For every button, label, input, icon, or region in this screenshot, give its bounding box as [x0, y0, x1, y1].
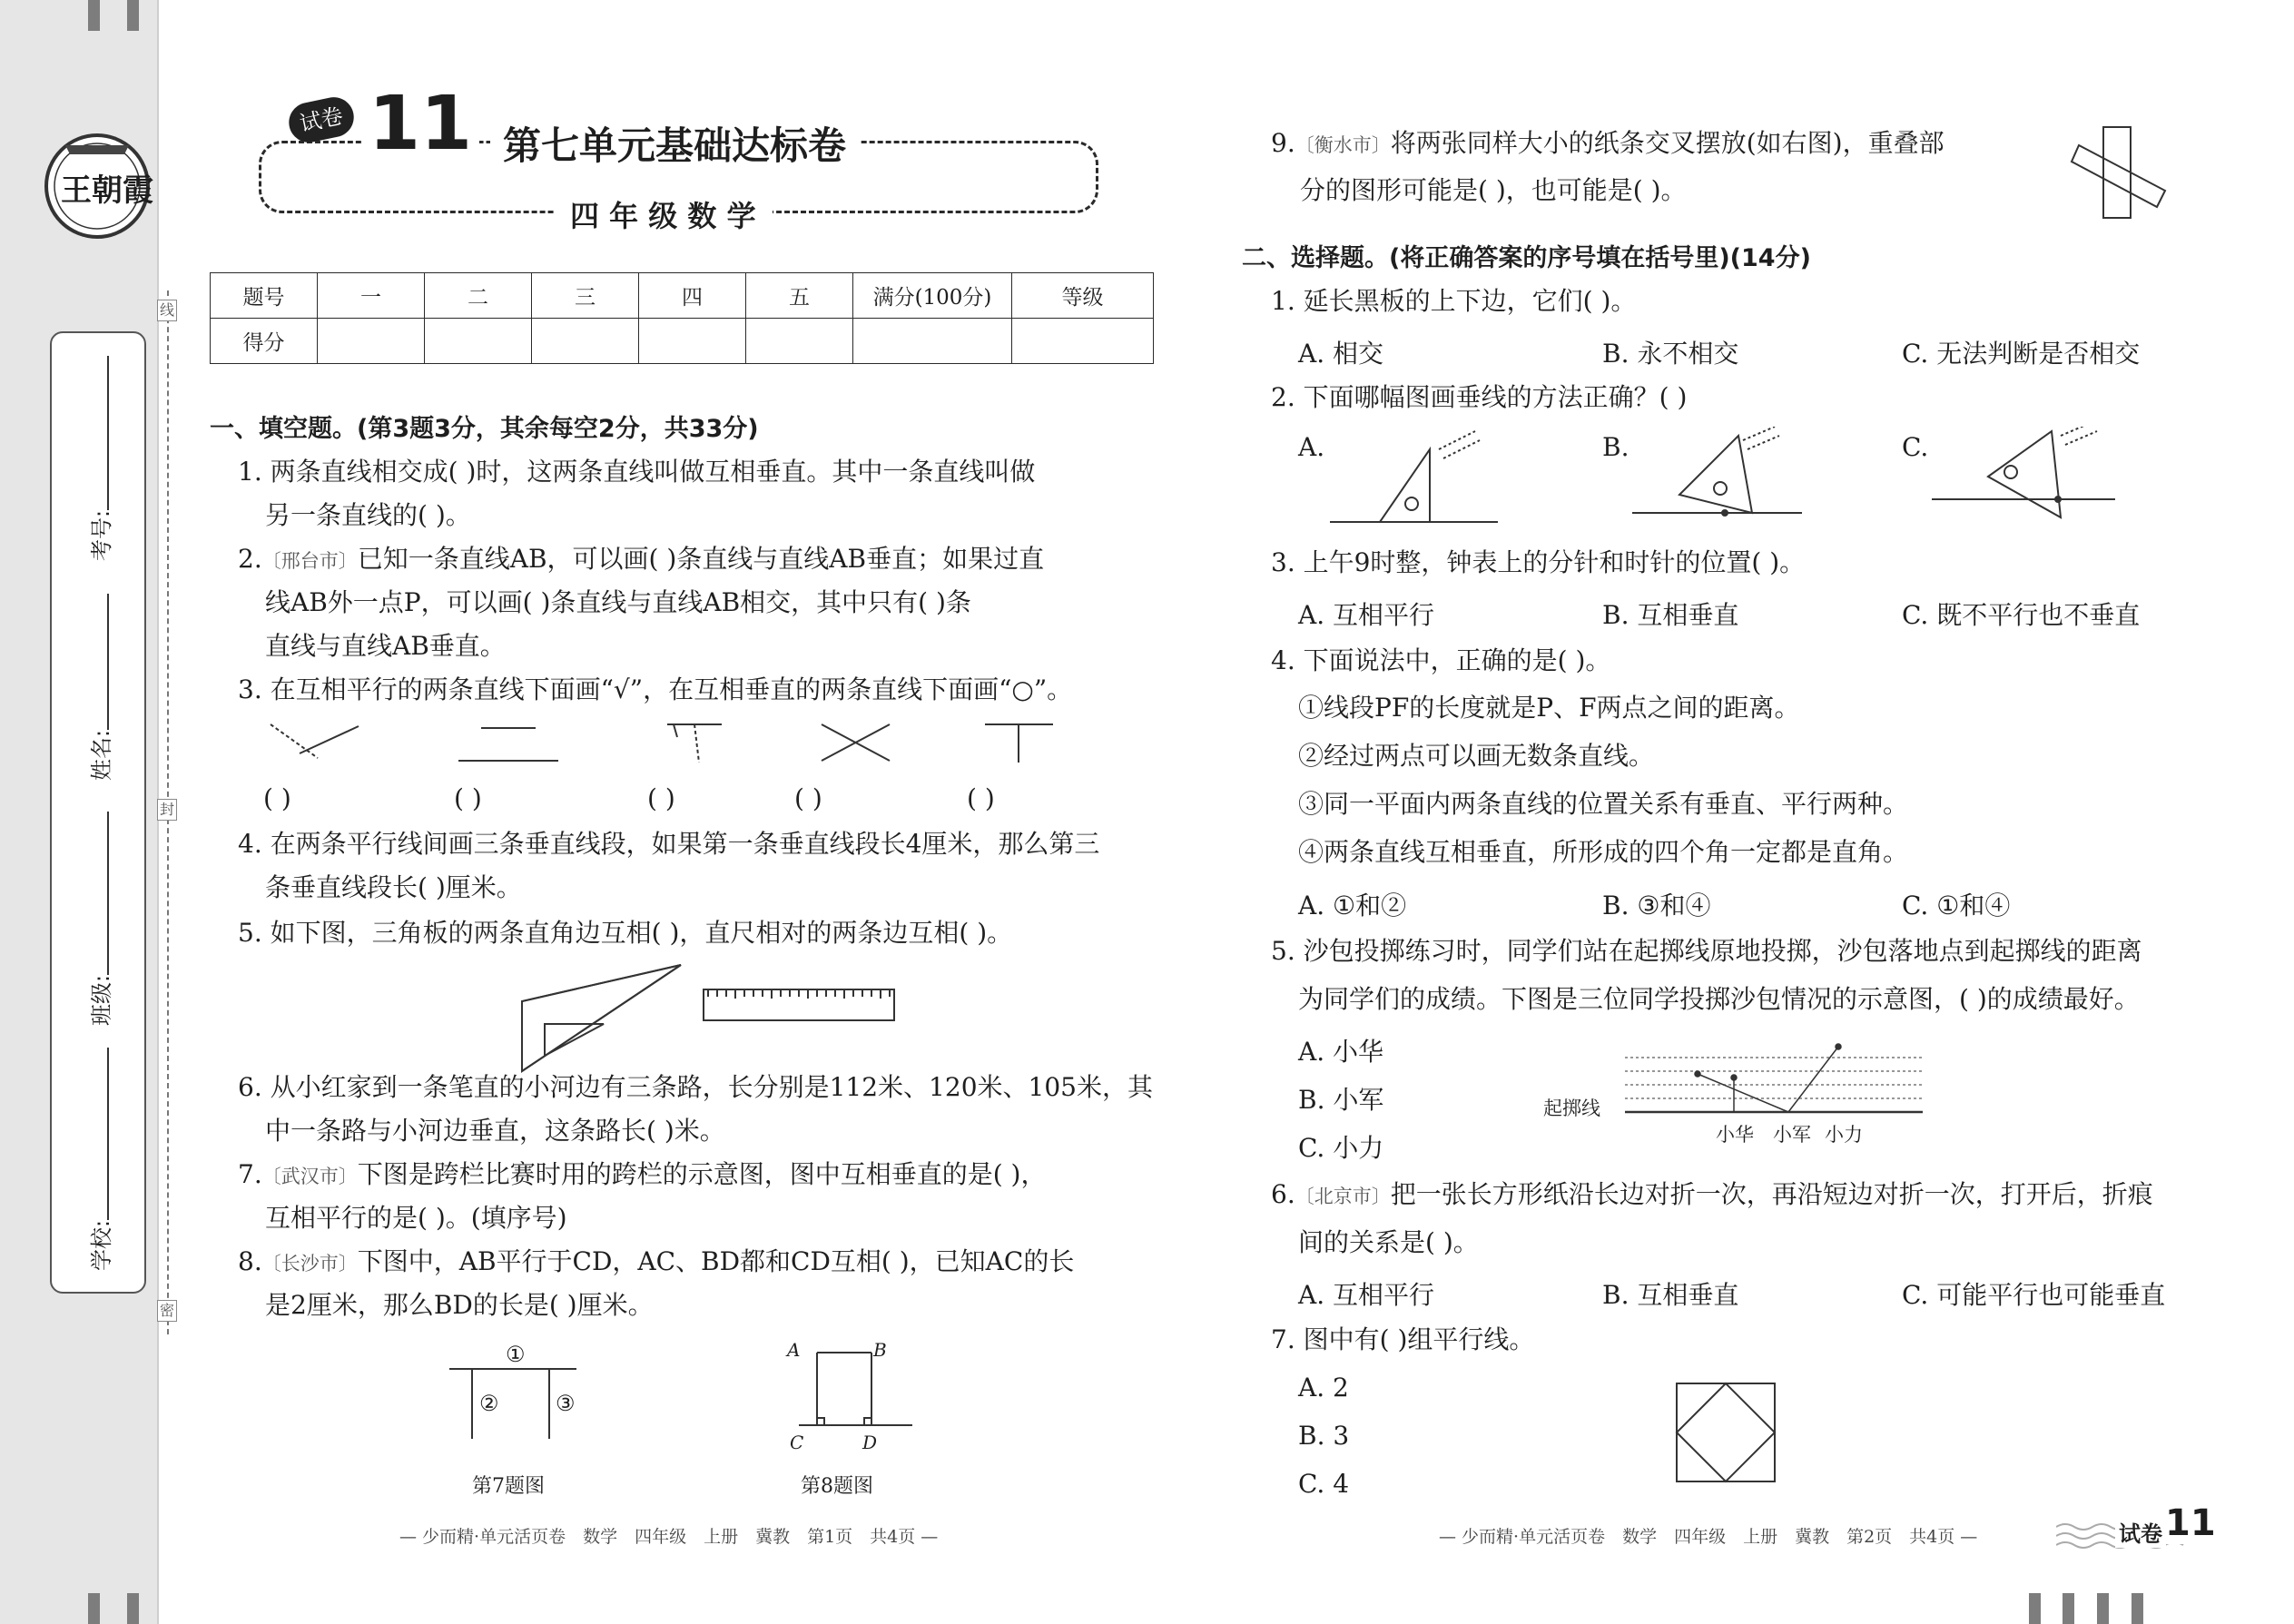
- option[interactable]: B. 互相垂直: [1602, 1280, 1739, 1310]
- question-3: 3. 在互相平行的两条直线下面画“√”，在互相垂直的两条直线下面画“○”。: [238, 674, 1073, 704]
- question-1-line-1: 1. 两条直线相交成( )时，这两条直线叫做互相垂直。其中一条直线叫做: [238, 457, 1036, 487]
- choice-question-6-line-1: 6.〔北京市〕把一张长方形纸沿长边对折一次，再沿短边对折一次，打开后，折痕: [1271, 1179, 2153, 1209]
- option[interactable]: B. 互相垂直: [1602, 600, 1739, 630]
- score-cell: 二: [425, 273, 532, 319]
- option[interactable]: A. 互相平行: [1298, 1280, 1435, 1310]
- logo-text: 王朝霞: [61, 172, 153, 209]
- question-2-line-2: 线AB外一点P，可以画( )条直线与直线AB相交，其中只有( )条: [265, 587, 971, 617]
- question-8-line-2: 是2厘米，那么BD的长是( )厘米。: [265, 1290, 654, 1320]
- choice-question-7: 7. 图中有( )组平行线。: [1271, 1324, 1535, 1354]
- option[interactable]: A. 相交: [1298, 339, 1384, 369]
- option[interactable]: A. ①和②: [1298, 891, 1407, 920]
- fig8-label: C: [790, 1432, 804, 1453]
- fig7-label: ②: [479, 1391, 499, 1416]
- crop-mark: [88, 0, 100, 31]
- page-subtitle: 四 年 级 数 学: [554, 193, 773, 235]
- page-title: 第七单元基础达标卷: [490, 116, 859, 171]
- throw-line-label: 起掷线: [1543, 1097, 1600, 1119]
- option[interactable]: C. 无法判断是否相交: [1902, 339, 2141, 369]
- score-input-cell[interactable]: [425, 319, 532, 364]
- footer-right: — 少而精·单元活页卷 数学 四年级 上册 冀教 第2页 共4页 —: [1439, 1527, 1978, 1547]
- score-cell: 一: [318, 273, 425, 319]
- question-5: 5. 如下图，三角板的两条直角边互相( )，直尺相对的两条边互相( )。: [238, 918, 1013, 948]
- question-2-line-1: 2.〔邢台市〕已知一条直线AB，可以画( )条直线与直线AB垂直；如果过直: [238, 544, 1045, 574]
- crop-mark: [127, 1593, 139, 1624]
- option[interactable]: B. ③和④: [1602, 891, 1711, 920]
- fig7-caption: 第7题图: [472, 1475, 545, 1498]
- section-1-heading: 一、填空题。(第3题3分，其余每空2分，共33分): [210, 415, 759, 443]
- statement: ①线段PF的长度就是P、F两点之间的距离。: [1298, 693, 1800, 723]
- crossed-strips-figure: [2070, 118, 2179, 227]
- seal-char-xian: 线: [157, 300, 177, 321]
- fig8-caption: 第8题图: [801, 1475, 873, 1498]
- question-1-line-2: 另一条直线的( )。: [265, 500, 471, 530]
- abcd-figure: [785, 1339, 921, 1430]
- square-diamond-figure: [1675, 1382, 1777, 1483]
- triangle-ruler-figure: [517, 960, 899, 1078]
- footer-number: 11: [2165, 1502, 2216, 1544]
- q3-line-figures: [263, 717, 1108, 772]
- exam-number-label: 考号:: [84, 356, 115, 561]
- question-2-line-3: 直线与直线AB垂直。: [265, 631, 506, 661]
- score-cell: 四: [639, 273, 746, 319]
- question-9-line-1: 9.〔衡水市〕将两张同样大小的纸条交叉摆放(如右图)，重叠部: [1271, 128, 1944, 158]
- option[interactable]: C. 既不平行也不垂直: [1902, 600, 2141, 630]
- crop-mark: [2132, 1593, 2143, 1624]
- choice-question-5-line-1: 5. 沙包投掷练习时，同学们站在起掷线原地投掷，沙包落地点到起掷线的距离: [1271, 936, 2142, 966]
- crop-mark: [88, 1593, 100, 1624]
- choice-question-2: 2. 下面哪幅图画垂线的方法正确？( ): [1271, 382, 1688, 412]
- score-input-cell[interactable]: [318, 319, 425, 364]
- footer-left: — 少而精·单元活页卷 数学 四年级 上册 冀教 第1页 共4页 —: [399, 1527, 939, 1547]
- statement: ④两条直线互相垂直，所形成的四个角一定都是直角。: [1298, 837, 1909, 867]
- q3-blank[interactable]: ( ): [263, 783, 291, 813]
- score-cell: 五: [746, 273, 853, 319]
- score-input-cell[interactable]: [639, 319, 746, 364]
- school-label: 学校:: [84, 1048, 115, 1271]
- student-label: 小华: [1716, 1124, 1754, 1146]
- score-cell: 三: [532, 273, 639, 319]
- option[interactable]: A. 互相平行: [1298, 600, 1435, 630]
- option[interactable]: A.: [1298, 432, 1325, 462]
- option[interactable]: A. 小华: [1298, 1037, 1384, 1067]
- question-4-line-1: 4. 在两条平行线间画三条垂直线段，如果第一条垂直线段长4厘米，那么第三: [238, 829, 1100, 859]
- section-2-heading: 二、选择题。(将正确答案的序号填在括号里)(14分): [1242, 244, 1811, 272]
- choice-question-4: 4. 下面说法中，正确的是( )。: [1271, 645, 1611, 675]
- fig8-label: A: [787, 1339, 801, 1361]
- name-label: 姓名:: [84, 594, 115, 781]
- score-input-cell[interactable]: [532, 319, 639, 364]
- score-input-cell[interactable]: [746, 319, 853, 364]
- class-label: 班级:: [84, 812, 115, 1026]
- score-table: [210, 272, 1154, 364]
- throw-line-figure: [1625, 1039, 1925, 1117]
- question-7-line-2: 互相平行的是( )。(填序号): [265, 1203, 567, 1233]
- question-7-line-1: 7.〔武汉市〕下图是跨栏比赛时用的跨栏的示意图，图中互相垂直的是( )，: [238, 1159, 1047, 1189]
- exam-tag: 试卷: [285, 94, 358, 146]
- choice-question-6-line-2: 间的关系是( )。: [1298, 1227, 1479, 1257]
- score-cell: 题号: [211, 273, 318, 319]
- option[interactable]: C. ①和④: [1902, 891, 2011, 920]
- question-6-line-2: 中一条路与小河边垂直，这条路长( )米。: [265, 1116, 725, 1146]
- fig7-label: ①: [506, 1342, 526, 1367]
- crop-mark: [2097, 1593, 2109, 1624]
- footer-tag: 试卷: [2115, 1516, 2166, 1548]
- fig7-label: ③: [556, 1391, 576, 1416]
- question-6-line-1: 6. 从小红家到一条笔直的小河边有三条路，长分别是112米、120米、105米，其: [238, 1072, 1153, 1102]
- perpendicular-methods-figure: [1325, 427, 2288, 531]
- crop-mark: [2029, 1593, 2041, 1624]
- score-cell: 等级: [1012, 273, 1154, 319]
- seal-char-feng: 封: [157, 799, 177, 821]
- choice-question-5-line-2: 为同学们的成绩。下图是三位同学投掷沙包情况的示意图，( )的成绩最好。: [1298, 984, 2140, 1014]
- q3-blank[interactable]: ( ): [967, 783, 995, 813]
- exam-number: 11: [361, 84, 479, 165]
- score-input-cell[interactable]: [1012, 319, 1154, 364]
- student-label: 小力: [1825, 1124, 1863, 1146]
- fig8-label: D: [862, 1432, 878, 1453]
- choice-question-1: 1. 延长黑板的上下边，它们( )。: [1271, 286, 1637, 316]
- option[interactable]: C. 小力: [1298, 1133, 1384, 1163]
- score-cell: 满分(100分): [853, 273, 1012, 319]
- option[interactable]: B. 小军: [1298, 1085, 1384, 1115]
- choice-question-3: 3. 上午9时整，钟表上的分针和时针的位置( )。: [1271, 547, 1806, 577]
- option[interactable]: C. 可能平行也可能垂直: [1902, 1280, 2166, 1310]
- option[interactable]: B. 3: [1298, 1421, 1350, 1451]
- q3-blank[interactable]: ( ): [454, 783, 482, 813]
- fig8-label: B: [873, 1339, 887, 1361]
- crop-mark: [2063, 1593, 2074, 1624]
- score-cell: 得分: [211, 319, 318, 364]
- q3-blank[interactable]: ( ): [794, 783, 822, 813]
- student-label: 小军: [1773, 1124, 1811, 1146]
- logo: [38, 127, 156, 245]
- question-9-line-2: 分的图形可能是( )，也可能是( )。: [1300, 175, 1687, 205]
- option[interactable]: B. 永不相交: [1602, 339, 1739, 369]
- seal-char-mi: 密: [157, 1300, 177, 1322]
- question-4-line-2: 条垂直线段长( )厘米。: [265, 872, 522, 902]
- option[interactable]: C. 4: [1298, 1469, 1350, 1499]
- option[interactable]: C.: [1902, 432, 1929, 462]
- statement: ②经过两点可以画无数条直线。: [1298, 741, 1655, 771]
- score-input-cell[interactable]: [853, 319, 1012, 364]
- question-8-line-1: 8.〔长沙市〕下图中，AB平行于CD，AC、BD都和CD互相( )，已知AC的长: [238, 1246, 1075, 1276]
- option[interactable]: A. 2: [1298, 1373, 1349, 1403]
- q3-blank[interactable]: ( ): [647, 783, 675, 813]
- option[interactable]: B.: [1602, 432, 1629, 462]
- crop-mark: [127, 0, 139, 31]
- statement: ③同一平面内两条直线的位置关系有垂直、平行两种。: [1298, 789, 1909, 819]
